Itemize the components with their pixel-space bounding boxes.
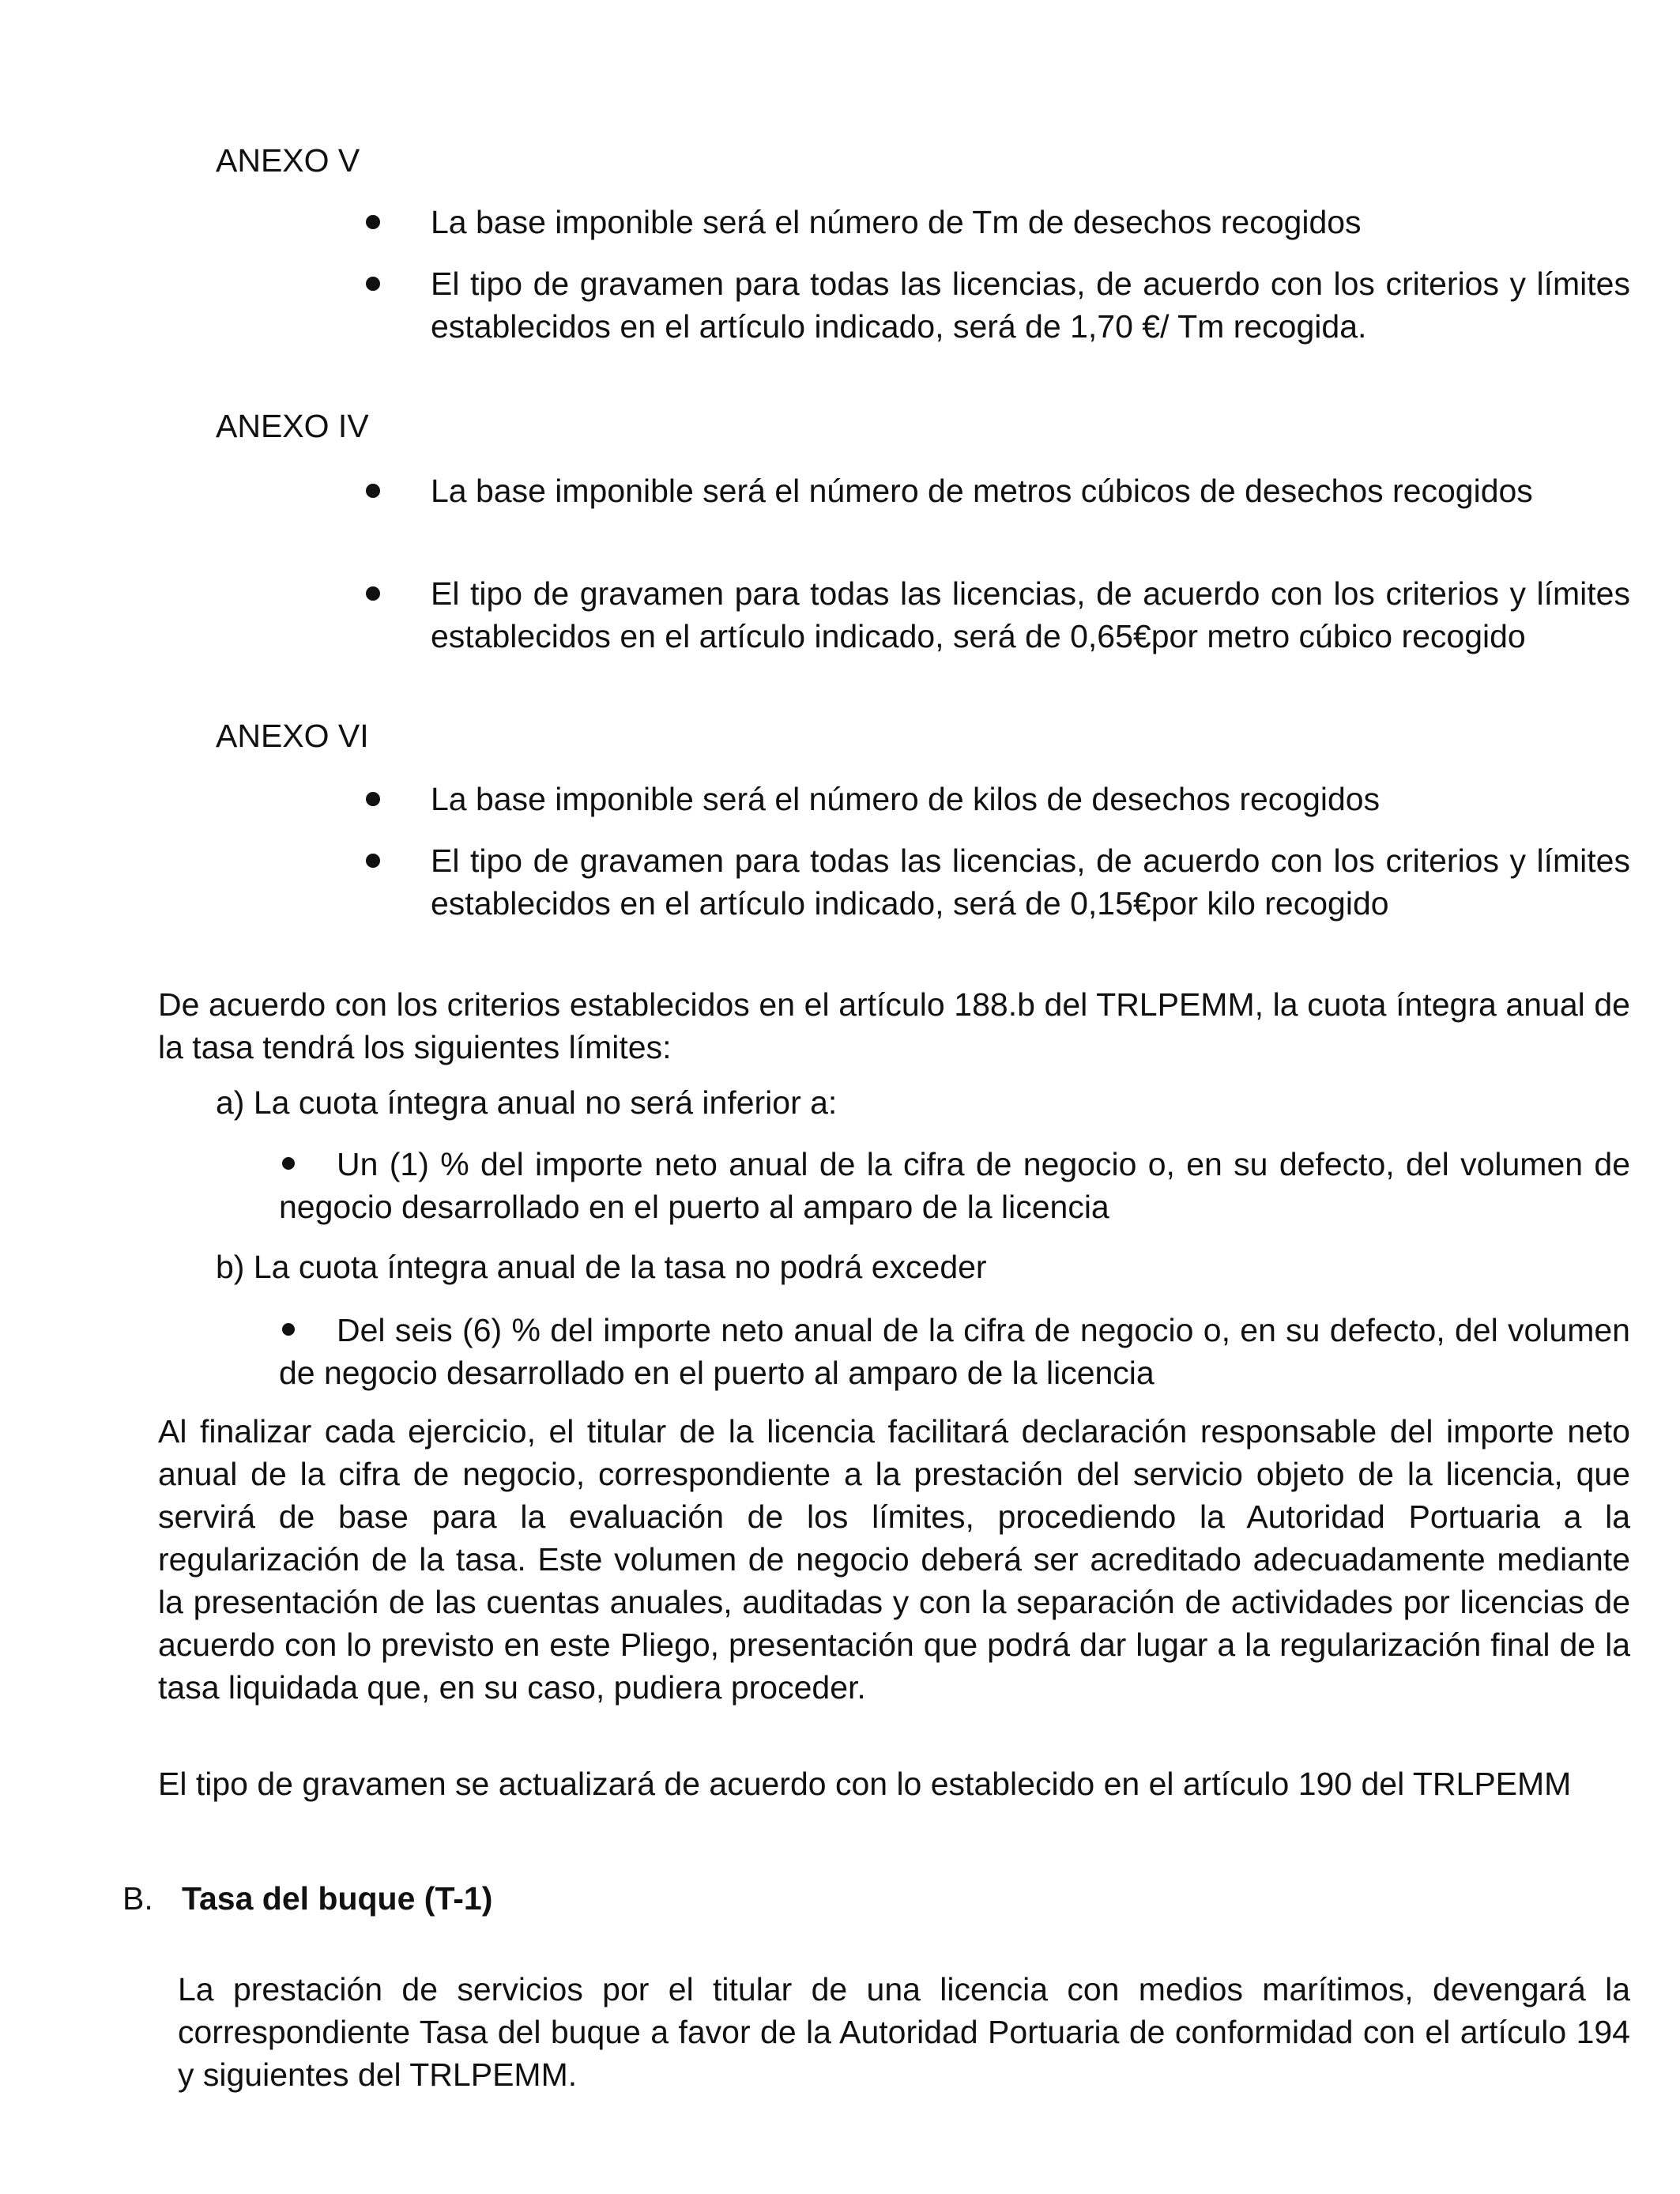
bullet-icon: [366, 586, 380, 601]
section-b-paragraph: La prestación de servicios por el titular de una licencia con medios marítimos, devengará la correspondiente Tasa del buque a favor de la Autoridad Portuaria de conformidad con el artículo 194 y siguientes del TRLPEMM.: [178, 1971, 1630, 2093]
bullet-icon: [366, 792, 380, 806]
limit-a-label: a) La cuota íntegra anual no será inferior a:: [216, 1084, 838, 1121]
limit-b-label: b) La cuota íntegra anual de la tasa no podrá exceder: [216, 1249, 987, 1285]
bullet-icon: [366, 484, 380, 498]
bullet-icon: [366, 854, 380, 868]
bullet-icon: [366, 215, 380, 229]
declaration-paragraph: Al finalizar cada ejercicio, el titular de la licencia facilitará declaración responsable del importe neto anual de la cifra de negocio, correspondiente a la prestación del servicio objeto de la licencia, que servirá de base para la evaluación de los límites, procediendo la Autoridad Portuaria a la regularización de la tasa. Este volumen de negocio deberá ser acreditado adecuadamente mediante la presentación de las cuentas anuales, auditadas y con la separación de actividades por licencias de acuerdo con lo previsto en este Pliego, presentación que podrá dar lugar a la regularización final de la tasa liquidada que, en su caso, pudiera proceder.: [158, 1413, 1630, 1706]
limit-b-bullet: Del seis (6) % del importe neto anual de la cifra de negocio o, en su defecto, del volumen de negocio desarrollado en el puerto al amparo de la licencia: [279, 1312, 1630, 1391]
annex-vi-heading: ANEXO VI: [216, 718, 369, 754]
section-title: Tasa del buque (T-1): [182, 1880, 493, 1917]
annex-v-bullet-2: El tipo de gravamen para todas las licencias, de acuerdo con los criterios y límites establecidos en el artículo indicado, será de 1,70 €/ Tm recogida.: [431, 266, 1630, 345]
section-letter: B.: [122, 1880, 153, 1917]
bullet-icon: [366, 277, 380, 291]
annex-vi-bullet-1: La base imponible será el número de kilos de desechos recogidos: [431, 781, 1381, 817]
annex-v-heading: ANEXO V: [216, 142, 360, 179]
annex-v-bullet-1: La base imponible será el número de Tm de desechos recogidos: [431, 204, 1362, 240]
limit-a-bullet: Un (1) % del importe neto anual de la cifra de negocio o, en su defecto, del volumen de negocio desarrollado en el puerto al amparo de la licencia: [279, 1146, 1630, 1225]
annex-iv-bullet-2: El tipo de gravamen para todas las licencias, de acuerdo con los criterios y límites establecidos en el artículo indicado, será de 0,65€por metro cúbico recogido: [431, 575, 1630, 654]
annex-vi-bullet-2: El tipo de gravamen para todas las licencias, de acuerdo con los criterios y límites establecidos en el artículo indicado, será de 0,15€por kilo recogido: [431, 843, 1630, 922]
limits-intro: De acuerdo con los criterios establecidos en el artículo 188.b del TRLPEMM, la cuota íntegra anual de la tasa tendrá los siguientes límites:: [158, 986, 1630, 1065]
update-paragraph: El tipo de gravamen se actualizará de acuerdo con lo establecido en el artículo 190 del TRLPEMM: [158, 1766, 1572, 1802]
annex-iv-bullet-1: La base imponible será el número de metros cúbicos de desechos recogidos: [431, 473, 1533, 509]
annex-iv-heading: ANEXO IV: [216, 408, 369, 444]
